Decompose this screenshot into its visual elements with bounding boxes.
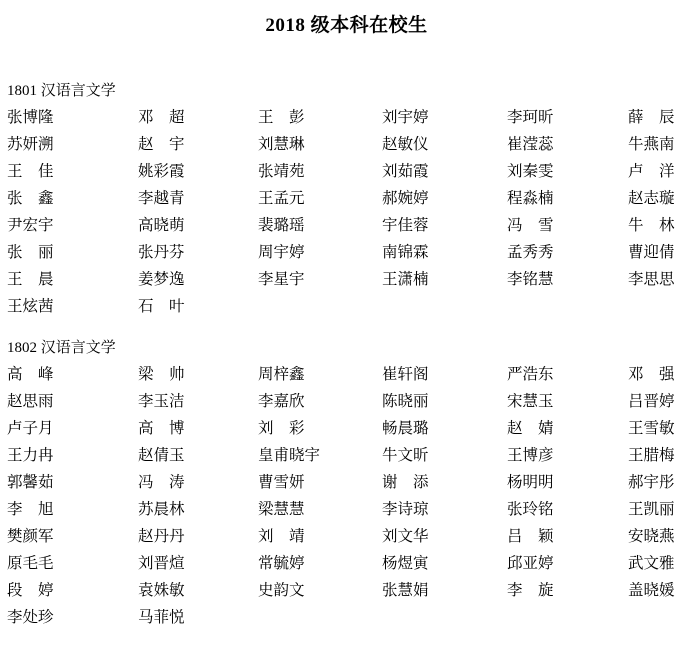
student-name: 冯 雪 <box>507 217 554 234</box>
student-name: 姚彩霞 <box>138 163 185 180</box>
student-name: 赵思雨 <box>7 393 54 410</box>
name-grid <box>7 361 693 631</box>
student-name: 李 旋 <box>507 582 554 599</box>
student-name: 王博彦 <box>507 447 554 464</box>
student-name: 崔滢蕊 <box>507 136 554 153</box>
empty-cell <box>628 293 693 320</box>
student-name: 李处珍 <box>7 609 54 626</box>
student-name: 牛燕南 <box>628 136 675 153</box>
student-name: 崔轩阁 <box>382 366 429 383</box>
student-name: 王 晨 <box>7 271 54 288</box>
student-name: 邱亚婷 <box>507 555 554 572</box>
student-name: 姜梦逸 <box>138 271 185 288</box>
class-section <box>7 338 693 631</box>
student-name: 王炫茜 <box>7 298 54 315</box>
empty-cell <box>507 604 628 631</box>
student-name: 卢子月 <box>7 420 54 437</box>
student-name: 石 叶 <box>138 298 185 315</box>
student-name: 曹雪妍 <box>258 474 305 491</box>
student-name: 高晓萌 <box>138 217 185 234</box>
student-name: 南锦霖 <box>382 244 429 261</box>
student-name: 牛 林 <box>628 217 675 234</box>
student-name: 王腊梅 <box>628 447 675 464</box>
student-name: 王 佳 <box>7 163 54 180</box>
student-name: 陈晓丽 <box>382 393 429 410</box>
student-name: 武文雅 <box>628 555 675 572</box>
student-name: 李铭慧 <box>507 271 554 288</box>
student-name: 李玉洁 <box>138 393 185 410</box>
student-name: 刘茹霞 <box>382 163 429 180</box>
student-name: 刘秦雯 <box>507 163 554 180</box>
student-name: 冯 涛 <box>138 474 185 491</box>
student-name: 刘 彩 <box>258 420 305 437</box>
student-name: 张靖苑 <box>258 163 305 180</box>
sections-container <box>0 81 693 631</box>
student-name: 裴璐瑶 <box>258 217 305 234</box>
student-name: 苏妍溯 <box>7 136 54 153</box>
student-name: 皇甫晓宇 <box>258 447 321 464</box>
student-name: 张 丽 <box>7 244 54 261</box>
student-name: 李 旭 <box>7 501 54 518</box>
student-name: 张博隆 <box>7 109 54 126</box>
student-name: 吕 颖 <box>507 528 554 545</box>
student-name: 樊颜军 <box>7 528 54 545</box>
student-name: 王潇楠 <box>382 271 429 288</box>
student-name: 李越青 <box>138 190 185 207</box>
empty-cell <box>258 293 382 320</box>
student-name: 曹迎倩 <box>628 244 675 261</box>
student-name: 郭馨茹 <box>7 474 54 491</box>
section-heading: 1802 汉语言文学 <box>7 340 116 356</box>
student-name: 周梓鑫 <box>258 366 305 383</box>
student-name: 畅晨璐 <box>382 420 429 437</box>
student-name: 郝宇彤 <box>628 474 675 491</box>
student-name: 郝婉婷 <box>382 190 429 207</box>
student-name: 袁姝敏 <box>138 582 185 599</box>
empty-cell <box>258 604 382 631</box>
student-name: 程淼楠 <box>507 190 554 207</box>
student-name: 王雪敏 <box>628 420 675 437</box>
student-name: 谢 添 <box>382 474 429 491</box>
student-name: 张丹芬 <box>138 244 185 261</box>
student-name: 牛文昕 <box>382 447 429 464</box>
student-name: 吕晋婷 <box>628 393 675 410</box>
section-heading: 1801 汉语言文学 <box>7 83 116 99</box>
student-name: 李嘉欣 <box>258 393 305 410</box>
student-name: 张 鑫 <box>7 190 54 207</box>
student-name: 段 婷 <box>7 582 54 599</box>
student-name: 严浩东 <box>507 366 554 383</box>
student-name: 邓 强 <box>628 366 675 383</box>
student-name: 赵志璇 <box>628 190 675 207</box>
student-name: 刘 靖 <box>258 528 305 545</box>
student-name: 邓 超 <box>138 109 185 126</box>
student-name: 常毓婷 <box>258 555 305 572</box>
student-name: 李思思 <box>628 271 675 288</box>
student-name: 宇佳蓉 <box>382 217 429 234</box>
student-name: 孟秀秀 <box>507 244 554 261</box>
student-name: 高 博 <box>138 420 185 437</box>
student-name: 王孟元 <box>258 190 305 207</box>
student-name: 杨煜寅 <box>382 555 429 572</box>
student-name: 王凯丽 <box>628 501 675 518</box>
student-name: 高 峰 <box>7 366 54 383</box>
student-name: 薛 辰 <box>628 109 675 126</box>
student-name: 尹宏宇 <box>7 217 54 234</box>
empty-cell <box>382 293 507 320</box>
student-name: 李诗琼 <box>382 501 429 518</box>
student-name: 王 彭 <box>258 109 305 126</box>
student-name: 盖晓媛 <box>628 582 675 599</box>
student-name: 赵敏仪 <box>382 136 429 153</box>
student-name: 张慧娟 <box>382 582 429 599</box>
student-name: 刘慧琳 <box>258 136 305 153</box>
student-name: 马菲悦 <box>138 609 185 626</box>
student-name: 梁慧慧 <box>258 501 305 518</box>
student-name: 苏晨林 <box>138 501 185 518</box>
student-name: 宋慧玉 <box>507 393 554 410</box>
page-title: 2018 级本科在校生 <box>265 15 428 36</box>
student-name: 刘文华 <box>382 528 429 545</box>
student-name: 原毛毛 <box>7 555 54 572</box>
student-name: 安晓燕 <box>628 528 675 545</box>
student-name: 刘晋煊 <box>138 555 185 572</box>
empty-cell <box>507 293 628 320</box>
student-name: 赵 婧 <box>507 420 554 437</box>
student-name: 杨明明 <box>507 474 554 491</box>
student-name: 卢 洋 <box>628 163 675 180</box>
student-name: 周宇婷 <box>258 244 305 261</box>
class-section <box>7 81 693 320</box>
student-name: 赵丹丹 <box>138 528 185 545</box>
student-name: 李星宇 <box>258 271 305 288</box>
student-name: 赵 宇 <box>138 136 185 153</box>
student-name: 李珂昕 <box>507 109 554 126</box>
student-name: 史韵文 <box>258 582 305 599</box>
student-name: 赵倩玉 <box>138 447 185 464</box>
student-name: 梁 帅 <box>138 366 185 383</box>
student-name: 刘宇婷 <box>382 109 429 126</box>
student-name: 王力冉 <box>7 447 54 464</box>
empty-cell <box>382 604 507 631</box>
name-grid <box>7 104 693 320</box>
empty-cell <box>628 604 693 631</box>
student-name: 张玲铭 <box>507 501 554 518</box>
